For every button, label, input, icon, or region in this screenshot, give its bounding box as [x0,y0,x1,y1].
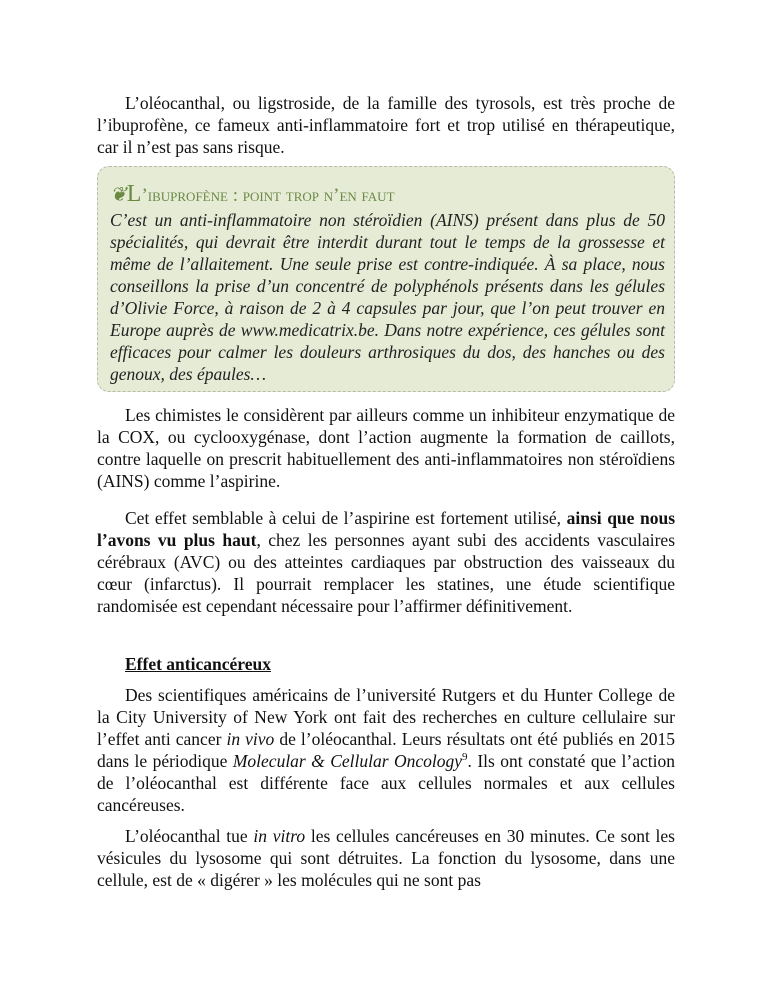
leaf-icon: ❦ [110,184,127,206]
ibuprofen-callout-box [97,166,675,392]
in-vitro-paragraph: L’oléocanthal tue in vitro les cellules cancéreuses en 30 minutes. Ce sont les vésicules du lysosome qui sont détruites. La fonction du lysosome, dans une cellule, est de « digérer » les molécules qui ne sont pas [97,826,675,890]
callout-title: ❦L’ibuprofène : point trop n’en faut [110,181,395,207]
journal-title: Molecular & Cellular Oncology [232,751,463,771]
cox-paragraph: Les chimistes le considèrent par ailleurs comme un inhibiteur enzymatique de la COX, ou cyclooxygénase, dont l’action augmente la formation de caillots, contre laquelle on prescrit habituellement des anti-inflammatoires non stéroïdiens (AINS) comme l’aspirine. [97,405,675,491]
aspirin-paragraph: Cet effet semblable à celui de l’aspirine est fortement utilisé, ainsi que nous l’avons vu plus haut, chez les personnes ayant subi des accidents vasculaires cérébraux (AVC) ou des atteintes cardiaques par obstruction des vaisseaux du cœur (infarctus). Il pourrait remplacer les statines, une étude scientifique randomisée est cependant nécessaire pour l’affirmer définitivement. [97,508,676,616]
footnote-marker: 9 [462,751,468,764]
cross-reference: ainsi que nous l’avons vu plus haut [97,508,676,550]
rutgers-paragraph: Des scientifiques américains de l’université Rutgers et du Hunter College de la City University of New York ont fait des recherches en culture cellulaire sur l’effet anti cancer in vivo de l’oléocanthal. Leurs résultats ont été publiés en 2015 dans le périodique Molecular & Cellular Oncology$^9$. Ils ont constaté que l’action de l’oléocanthal est différente face aux cellules normales et aux cellules cancéreuses. [97,685,675,815]
intro-paragraph: L’oléocanthal, ou ligstroside, de la famille des tyrosols, est très proche de l’ibuprofène, ce fameux anti-inflammatoire fort et trop utilisé en thérapeutique, car il n’est pas sans risque. [97,93,675,157]
callout-body: C’est un anti-inflammatoire non stéroïdien (AINS) présent dans plus de 50 spécialités, qui devrait être interdit durant tout le temps de la grossesse et même de l’allaitement. Une seule prise est contre-indiquée. À sa place, nous conseillons la prise d’un concentré de polyphénols présents dans les gélules d’Olivie Force, à raison de 2 à 4 capsules par jour, que l’on peut trouver en Europe auprès de www.medicatrix.be. Dans notre expérience, ces gélules sont efficaces pour calmer les douleurs arthrosiques du dos, des hanches ou des genoux, des épaules… [110,210,665,384]
section-heading: Effet anticancéreux [125,654,271,674]
